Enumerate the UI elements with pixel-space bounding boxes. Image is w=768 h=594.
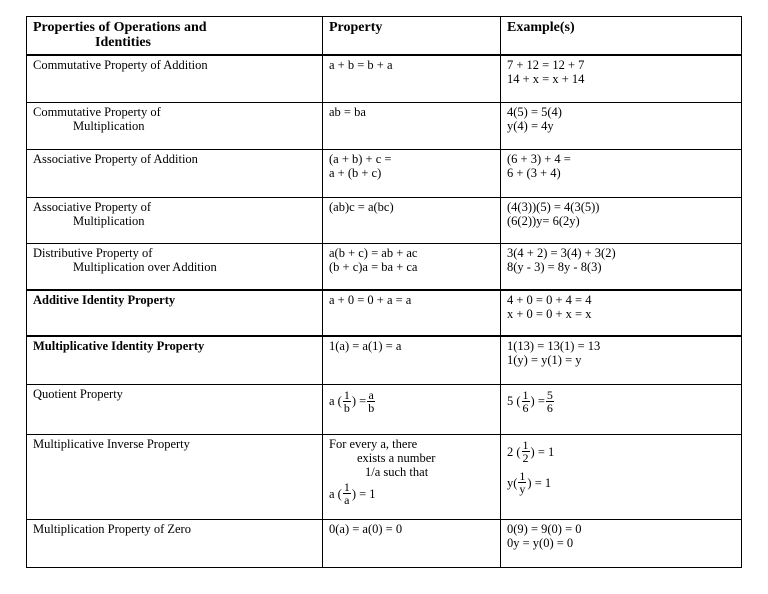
property-name-cell: [27, 197, 323, 243]
example-line: 4 + 0 = 0 + 4 = 4: [507, 292, 592, 307]
example-cell: [501, 519, 742, 567]
property-name: Commutative Property of: [33, 105, 161, 120]
numerator: 5: [546, 387, 553, 402]
formula-text: y(: [507, 475, 518, 490]
table-row: [27, 55, 742, 103]
example-line: 4(5) = 5(4): [507, 105, 562, 120]
property-name-cell: [27, 336, 323, 384]
example-line: 8(y - 3) = 8y - 8(3): [507, 260, 602, 275]
header-row: [27, 17, 742, 55]
property-name: Additive Identity Property: [33, 292, 176, 307]
property-text: exists a number: [357, 451, 436, 466]
property-cell: [323, 244, 501, 290]
example-cell: [501, 336, 742, 384]
example-cell: [501, 384, 742, 434]
property-name-cell: [27, 435, 323, 519]
fraction: [367, 389, 375, 414]
table-row: [27, 435, 742, 519]
numerator: 1: [343, 387, 350, 402]
property-name-cell: [27, 244, 323, 290]
table-row: [27, 336, 742, 384]
formula-text: ) = 1: [527, 475, 552, 490]
example-cell: [501, 55, 742, 103]
example-line: x + 0 = 0 + x = x: [507, 306, 592, 321]
property-formula: (a + b) + c =: [329, 151, 392, 166]
properties-table: [26, 16, 742, 568]
table-row: [27, 244, 742, 290]
header-properties-line2: Identities: [95, 35, 151, 50]
example-line: 0(9) = 9(0) = 0: [507, 521, 582, 536]
property-name: Multiplicative Identity Property: [33, 339, 205, 354]
example-line: 14 + x = x + 14: [507, 71, 585, 86]
property-formula: (ab)c = a(bc): [329, 199, 394, 214]
formula-text: a (: [329, 394, 342, 409]
property-formula: a + b = b + a: [329, 57, 393, 72]
formula-text: ) =: [530, 394, 545, 409]
property-cell: [323, 435, 501, 519]
table-row: [27, 197, 742, 243]
header-property: Property: [323, 17, 501, 55]
property-name: Commutative Property of Addition: [33, 57, 208, 72]
fraction: [522, 439, 530, 464]
denominator: a: [344, 493, 350, 508]
property-name-cell: [27, 519, 323, 567]
example-line: 0y = y(0) = 0: [507, 535, 574, 550]
example-line: 1(y) = y(1) = y: [507, 353, 582, 368]
example-line: (6 + 3) + 4 =: [507, 151, 571, 166]
quotient-formula: [329, 389, 494, 414]
property-name-cell: [27, 290, 323, 336]
denominator: b: [343, 400, 350, 415]
example-cell: [501, 435, 742, 519]
property-formula: (b + c)a = ba + ca: [329, 260, 418, 275]
property-cell: [323, 103, 501, 149]
table-row: [27, 103, 742, 149]
property-name: Distributive Property of: [33, 246, 153, 261]
example-cell: [501, 244, 742, 290]
denominator: 2: [522, 451, 529, 466]
property-name-cont: Multiplication: [73, 213, 145, 228]
example-line: 3(4 + 2) = 3(4) + 3(2): [507, 246, 616, 261]
property-name: Multiplicative Inverse Property: [33, 437, 190, 452]
example-line: 7 + 12 = 12 + 7: [507, 57, 585, 72]
property-name: Associative Property of Addition: [33, 151, 198, 166]
property-name-cell: [27, 103, 323, 149]
fraction: [518, 470, 526, 495]
inverse-example-1: [507, 439, 735, 464]
formula-text: ) = 1: [530, 444, 555, 459]
table-row: [27, 519, 742, 567]
header-properties-line1: Properties of Operations and: [33, 20, 207, 35]
property-formula: a(b + c) = ab + ac: [329, 246, 418, 261]
property-cell: [323, 55, 501, 103]
property-name-cell: [27, 55, 323, 103]
example-line: 1(13) = 13(1) = 13: [507, 339, 601, 354]
property-name-cont: Multiplication over Addition: [73, 260, 217, 275]
formula-text: ) =: [351, 394, 367, 409]
example-line: 6 + (3 + 4): [507, 165, 561, 180]
formula-text: 2 (: [507, 444, 521, 459]
numerator: 1: [343, 480, 350, 495]
numerator: a: [368, 387, 374, 402]
property-cell: [323, 336, 501, 384]
property-cell: [323, 290, 501, 336]
property-name: Quotient Property: [33, 386, 123, 401]
property-name-cont: Multiplication: [73, 119, 145, 134]
denominator: 6: [546, 400, 553, 415]
example-line: y(4) = 4y: [507, 119, 554, 134]
numerator: 1: [522, 438, 529, 453]
property-formula: a + 0 = 0 + a = a: [329, 292, 412, 307]
table-row: [27, 384, 742, 434]
formula-text: ) = 1: [351, 486, 376, 501]
property-cell: [323, 384, 501, 434]
property-cell: [323, 149, 501, 197]
example-cell: [501, 290, 742, 336]
denominator: y: [519, 482, 526, 497]
table-row: [27, 290, 742, 336]
inverse-example-2: [507, 470, 735, 495]
property-cell: [323, 519, 501, 567]
property-formula: 1(a) = a(1) = a: [329, 339, 402, 354]
fraction: [343, 389, 351, 414]
fraction: [343, 481, 351, 506]
quotient-example: [507, 389, 735, 414]
property-name: Associative Property of: [33, 199, 152, 214]
property-formula: 0(a) = a(0) = 0: [329, 521, 403, 536]
property-formula: a + (b + c): [329, 165, 382, 180]
denominator: 6: [522, 400, 529, 415]
example-cell: [501, 149, 742, 197]
example-line: (4(3))(5) = 4(3(5)): [507, 199, 600, 214]
formula-text: 5 (: [507, 394, 521, 409]
property-name-cell: [27, 384, 323, 434]
inverse-formula: [329, 481, 494, 506]
fraction: [546, 389, 554, 414]
table-row: [27, 149, 742, 197]
property-name-cell: [27, 149, 323, 197]
numerator: 1: [519, 469, 526, 484]
example-cell: [501, 197, 742, 243]
numerator: 1: [522, 387, 529, 402]
example-line: (6(2))y= 6(2y): [507, 213, 580, 228]
property-name: Multiplication Property of Zero: [33, 521, 191, 536]
property-text: For every a, there: [329, 437, 418, 452]
example-cell: [501, 103, 742, 149]
formula-text: a (: [329, 486, 342, 501]
property-formula: ab = ba: [329, 105, 366, 120]
property-text: 1/a such that: [365, 465, 429, 480]
denominator: b: [368, 400, 375, 415]
property-cell: [323, 197, 501, 243]
fraction: [522, 389, 530, 414]
header-properties: [27, 17, 323, 55]
header-examples: Example(s): [501, 17, 742, 55]
